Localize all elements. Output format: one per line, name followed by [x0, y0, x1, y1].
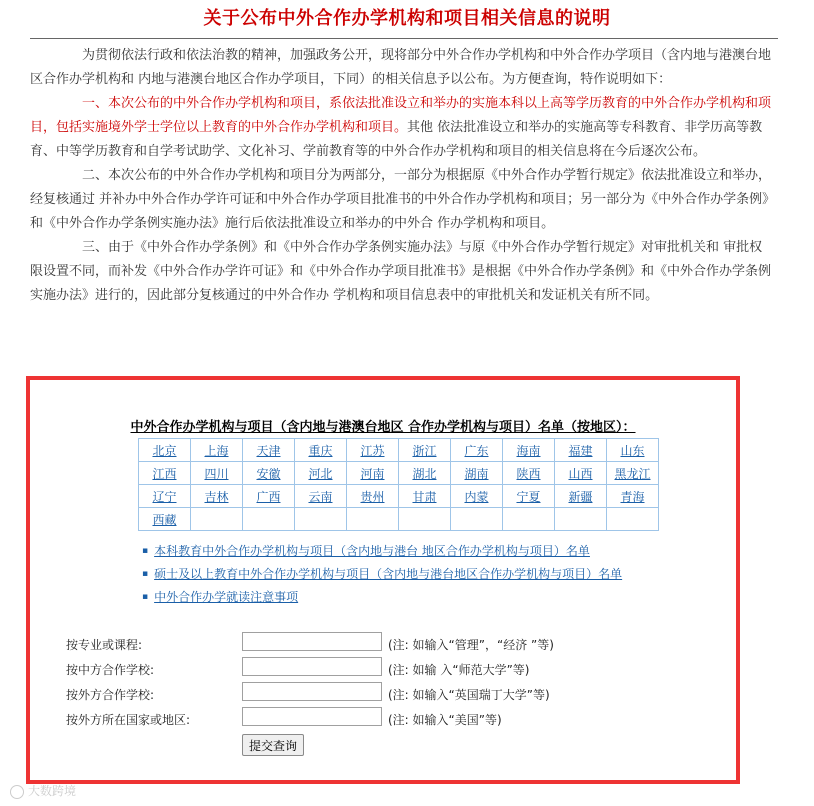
submit-search-button[interactable]: 提交查询: [242, 734, 304, 756]
region-cell: [503, 462, 555, 485]
region-cell-empty: [399, 508, 451, 531]
region-cell: [295, 462, 347, 485]
watermark-icon: [10, 785, 24, 799]
watermark: 大数跨境: [10, 782, 76, 799]
region-link[interactable]: 黑龙江: [614, 466, 651, 481]
intro-paragraph-4: 三、由于《中外合作办学条例》和《中外合作办学条例实施办法》与原《中外合作办学暂行规定》对审批机关和 审批权限设置不同，而补发《中外合作办学许可证》和《中外合作办学项目批准书》是根据《中外合作办学条例》和《中外合作办学条例实施办法》进行的，因此部分复核通过的中外合作办 学机构和项目信息表中的审批机关和发证机关有所不同。: [30, 240, 772, 303]
region-link[interactable]: 云南: [308, 489, 333, 504]
region-cell: [243, 462, 295, 485]
region-cell: [295, 439, 347, 462]
bullet-icon: ▪: [142, 569, 149, 579]
region-link[interactable]: 江西: [152, 466, 177, 481]
region-link[interactable]: 湖南: [464, 466, 489, 481]
region-cell: [399, 485, 451, 508]
region-link[interactable]: 重庆: [308, 443, 333, 458]
region-link[interactable]: 甘肃: [412, 489, 437, 504]
region-link[interactable]: 青海: [620, 489, 645, 504]
region-cell: [503, 439, 555, 462]
major-note: (注: 如输入“管理”，“经济 ”等): [388, 638, 554, 652]
title-divider: [30, 38, 778, 39]
region-link[interactable]: 湖北: [412, 466, 437, 481]
region-list-heading: 中外合作办学机构与项目（含内地与港澳台地区 合作办学机构与项目）名单（按地区）：: [130, 420, 636, 435]
region-cell-empty: [347, 508, 399, 531]
region-link[interactable]: 浙江: [412, 443, 437, 458]
undergraduate-list-link[interactable]: 本科教育中外合作办学机构与项目（含内地与港台 地区合作办学机构与项目）名单: [154, 544, 590, 558]
region-cell: [139, 439, 191, 462]
region-cell: [347, 462, 399, 485]
region-link[interactable]: 安徽: [256, 466, 281, 481]
region-cell: [139, 485, 191, 508]
region-link[interactable]: 吉林: [204, 489, 229, 504]
region-cell-empty: [243, 508, 295, 531]
region-link[interactable]: 内蒙: [464, 489, 489, 504]
region-cell-empty: [451, 508, 503, 531]
bullet-icon: ▪: [142, 592, 149, 602]
region-link[interactable]: 贵州: [360, 489, 385, 504]
intro-paragraph-2: [30, 92, 772, 164]
intro-paragraph-1: 为贯彻依法行政和依法治教的精神，加强政务公开，现将部分中外合作办学机构和中外合作办学项目（含内地与港澳台地区合作办学机构和 内地与港澳台地区合作办学项目，下同）的相关信息予以公布。为方便查询，特作说明如下：: [30, 48, 772, 87]
region-cell: [191, 439, 243, 462]
region-link[interactable]: 山东: [620, 443, 645, 458]
foreign-school-input[interactable]: [242, 682, 382, 701]
region-row: [139, 508, 659, 531]
link-item: [142, 586, 622, 609]
region-cell: [139, 508, 191, 531]
search-panel: [26, 376, 740, 784]
region-cell: [555, 439, 607, 462]
link-item: [142, 540, 622, 563]
intro-paragraph-2-rest: 其他 依法批准设立和举办的实施高等专科教育、非学历高等教育、中等学历教育和自学考试助学、文化补习、学前教育等的中外合作办学机构和项目的相关信息将在今后逐次公布。: [30, 120, 763, 159]
major-input[interactable]: [242, 632, 382, 651]
region-row: [139, 439, 659, 462]
region-cell-empty: [607, 508, 659, 531]
region-cell: [555, 462, 607, 485]
intro-paragraph-3: 二、本次公布的中外合作办学机构和项目分为两部分，一部分为根据原《中外合作办学暂行规定》依法批准设立和举办，经复核通过 并补办中外合作办学许可证和中外合作办学项目批准书的中外合作办学机构和项目；另一部分为《中外合作办学条例》和《中外合作办学条例实施办法》施行后依法批准设立和举办的中外合 作办学机构和项目。: [30, 168, 772, 231]
region-cell-empty: [503, 508, 555, 531]
region-row: [139, 485, 659, 508]
list-links: [142, 540, 622, 609]
region-link[interactable]: 江苏: [360, 443, 385, 458]
region-link[interactable]: 广西: [256, 489, 281, 504]
region-cell: [191, 485, 243, 508]
region-cell: [451, 485, 503, 508]
region-cell: [347, 485, 399, 508]
region-cell: [191, 462, 243, 485]
region-link[interactable]: 新疆: [568, 489, 593, 504]
region-cell-empty: [191, 508, 243, 531]
country-label: 按外方所在国家或地区:: [66, 713, 191, 727]
region-cell: [607, 462, 659, 485]
region-cell: [555, 485, 607, 508]
region-link[interactable]: 辽宁: [152, 489, 177, 504]
region-cell: [399, 462, 451, 485]
region-link[interactable]: 福建: [568, 443, 593, 458]
region-link[interactable]: 河北: [308, 466, 333, 481]
study-notes-link[interactable]: 中外合作办学就读注意事项: [154, 590, 299, 604]
country-input[interactable]: [242, 707, 382, 726]
region-cell: [607, 439, 659, 462]
region-row: [139, 462, 659, 485]
region-link[interactable]: 天津: [256, 443, 281, 458]
region-cell: [243, 485, 295, 508]
major-label: 按专业或课程:: [66, 638, 143, 652]
region-link[interactable]: 河南: [360, 466, 385, 481]
region-cell: [503, 485, 555, 508]
page-title: 关于公布中外合作办学机构和项目相关信息的说明: [203, 8, 611, 29]
region-cell: [347, 439, 399, 462]
region-link[interactable]: 广东: [464, 443, 489, 458]
chinese-school-input[interactable]: [242, 657, 382, 676]
intro-highlight: 一、本次公布的中外合作办学机构和项目，系依法批准设立和举办的实施本科以上高等学历教育的中外合作办学机构和项目，包括实施境外学士学位以上教育的中外合作办学机构和项目。: [30, 96, 772, 135]
region-table: [138, 438, 659, 531]
chinese-school-label: 按中方合作学校:: [66, 663, 155, 677]
region-link[interactable]: 山西: [568, 466, 593, 481]
region-link[interactable]: 陕西: [516, 466, 541, 481]
country-note: (注: 如输入“美国”等): [388, 713, 502, 727]
region-cell: [295, 485, 347, 508]
region-link[interactable]: 北京: [152, 443, 177, 458]
region-cell: [139, 462, 191, 485]
region-link[interactable]: 四川: [204, 466, 229, 481]
region-cell-empty: [555, 508, 607, 531]
region-cell: [607, 485, 659, 508]
foreign-school-label: 按外方合作学校:: [66, 688, 155, 702]
link-item: [142, 563, 622, 586]
region-link[interactable]: 上海: [204, 443, 229, 458]
chinese-school-note: (注: 如输 入“师范大学”等): [388, 663, 530, 677]
region-cell: [243, 439, 295, 462]
bullet-icon: ▪: [142, 546, 149, 556]
region-cell: [451, 439, 503, 462]
region-link[interactable]: 西藏: [152, 512, 177, 527]
graduate-list-link[interactable]: 硕士及以上教育中外合作办学机构与项目（含内地与港台地区合作办学机构与项目）名单: [154, 567, 623, 581]
region-cell-empty: [295, 508, 347, 531]
region-cell: [451, 462, 503, 485]
region-link[interactable]: 宁夏: [516, 489, 541, 504]
region-cell: [399, 439, 451, 462]
foreign-school-note: (注: 如输入“英国瑞丁大学”等): [388, 688, 550, 702]
intro-text: [30, 44, 772, 308]
region-link[interactable]: 海南: [516, 443, 541, 458]
